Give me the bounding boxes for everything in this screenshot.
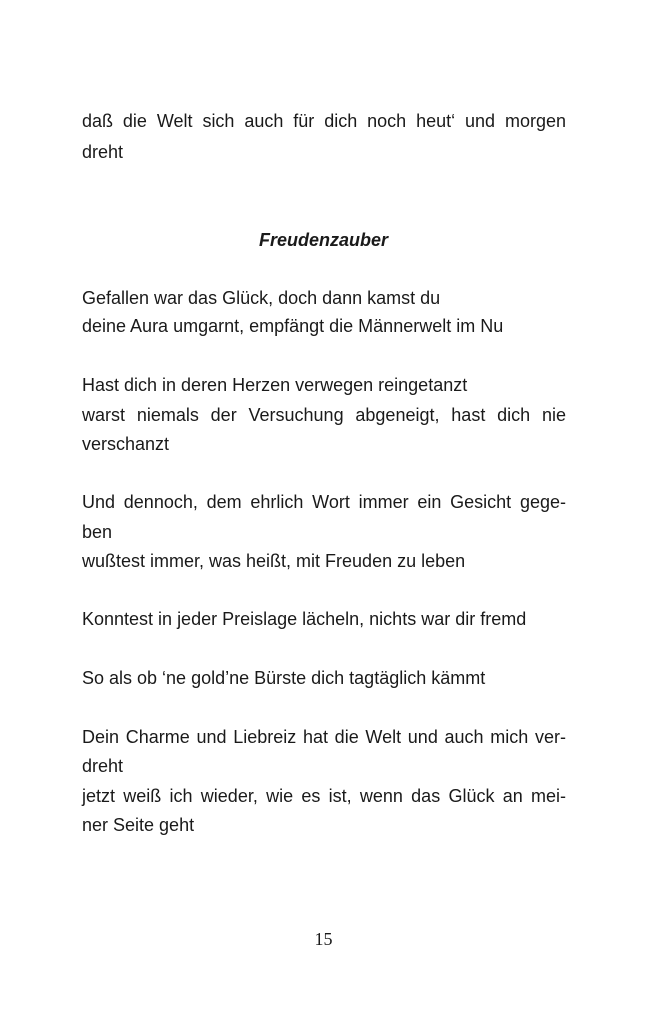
- poem-line: So als ob ‘ne gold’ne Bürste dich tagtäglich kämmt: [82, 668, 486, 688]
- poem-line: Konntest in jeder Preislage lächeln, nichts war dir fremd: [82, 609, 527, 629]
- poem-line: deine Aura umgarnt, empfängt die Männerwelt im Nu: [82, 316, 504, 336]
- continuation-line: dreht: [82, 142, 124, 162]
- poem-line: Dein Charme und Liebreiz hat die Welt und auch mich ver-: [82, 727, 566, 747]
- poem-line: jetzt weiß ich wieder, wie es ist, wenn das Glück an mei-: [82, 786, 566, 806]
- poem-line: ben: [82, 522, 113, 542]
- continuation-line: daß die Welt sich auch für dich noch heut‘ und morgen: [82, 111, 566, 131]
- poem-line: wußtest immer, was heißt, mit Freuden zu leben: [82, 551, 466, 571]
- poem-line: dreht: [82, 756, 124, 776]
- poem-line: ner Seite geht: [82, 815, 195, 835]
- poem-line: warst niemals der Versuchung abgeneigt, hast dich nie: [82, 405, 566, 425]
- poem-title: Freudenzauber: [258, 230, 389, 250]
- poem-line: Gefallen war das Glück, doch dann kamst du: [82, 288, 441, 308]
- poem-line: Hast dich in deren Herzen verwegen reingetanzt: [82, 375, 468, 395]
- poem-line: verschanzt: [82, 434, 170, 454]
- page-number: 15: [314, 929, 333, 949]
- poem-line: Und dennoch, dem ehrlich Wort immer ein Gesicht gege-: [82, 492, 566, 512]
